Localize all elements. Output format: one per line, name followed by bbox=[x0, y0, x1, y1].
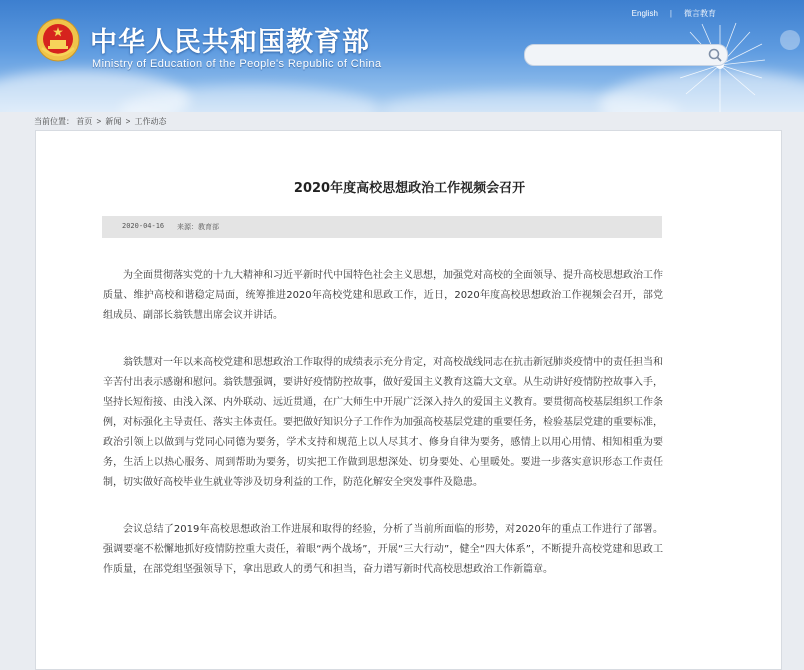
article-meta-bar bbox=[102, 216, 662, 238]
breadcrumb-separator-icon: > bbox=[125, 117, 131, 126]
breadcrumb-work-news[interactable]: 工作动态 bbox=[134, 117, 167, 126]
breadcrumb-separator-icon: > bbox=[96, 117, 102, 126]
top-links: English | 微言教育 bbox=[631, 9, 716, 18]
national-emblem-icon bbox=[36, 18, 80, 62]
dandelion-decoration-icon bbox=[640, 20, 804, 112]
breadcrumb bbox=[34, 116, 167, 127]
article-date: 2020-04-16 bbox=[122, 222, 165, 230]
article-paragraph: 为全面贯彻落实党的十九大精神和习近平新时代中国特色社会主义思想，加强党对高校的全面领导、提升高校思想政治工作质量、维护高校和谐稳定局面，统筹推进2020年高校党建和思政工作，近日，2020年度高校思想政治工作视频会召开，部党组成员、副部长翁铁慧出席会议并讲话。 bbox=[103, 270, 663, 321]
article-paragraph: 翁铁慧对一年以来高校党建和思想政治工作取得的成绩表示充分肯定，对高校战线同志在抗击新冠肺炎疫情中的责任担当和辛苦付出表示感谢和慰问。翁铁慧强调，要讲好疫情防控故事，做好爱国主义教育这篇大文章。从生动讲好疫情防控故事入手，坚持长短衔接、由浅入深、内外联动、远近贯通，在广大师生中开展广泛深入持久的爱国主义教育。要贯彻高校基层组织工作条例，对标强化主导责任、落实主体责任。要把做好知识分子工作作为加强高校基层党建的重要任务，检验基层党建的重要标准，政治引领上以做到与党同心同德为要务，学术支持和规范上以人尽其才、修身自律为要务，感情上以用心用情、相知相重为要务，生活上以热心服务、周到帮助为要务，切实把工作做到思想深处、切身要处、心里暖处。要进一步落实意识形态工作责任制，切实做好高校毕业生就业等涉及切身利益的工作，防范化解安全突发事件及隐患。 bbox=[103, 357, 663, 488]
search-icon[interactable] bbox=[707, 47, 723, 63]
english-link[interactable]: English bbox=[631, 9, 658, 18]
article-panel bbox=[35, 130, 782, 670]
article-title: 2020年度高校思想政治工作视频会召开 bbox=[293, 181, 526, 196]
breadcrumb-label: 当前位置： bbox=[34, 117, 74, 126]
article-body bbox=[103, 266, 663, 607]
article-source: 来源：教育部 bbox=[177, 223, 219, 231]
site-header bbox=[0, 0, 804, 112]
wechat-link[interactable]: 微言教育 bbox=[684, 9, 716, 18]
breadcrumb-news[interactable]: 新闻 bbox=[105, 117, 122, 126]
site-title: 中华人民共和国教育部 bbox=[90, 27, 370, 58]
search-box bbox=[524, 44, 728, 66]
breadcrumb-home[interactable]: 首页 bbox=[76, 117, 93, 126]
article-paragraph: 会议总结了2019年高校思想政治工作进展和取得的经验，分析了当前所面临的形势，对2020年的重点工作进行了部署。强调要毫不松懈地抓好疫情防控重大责任，着眼“两个战场”，开展“三大行动”，健全“四大体系”，不断提升高校党建和思政工作质量，在部党组坚强领导下，拿出思政人的勇气和担当，奋力谱写新时代高校思想政治工作新篇章。 bbox=[103, 524, 663, 575]
search-input[interactable] bbox=[533, 47, 707, 65]
site-subtitle: Ministry of Education of the People's Republic of China bbox=[92, 58, 382, 70]
